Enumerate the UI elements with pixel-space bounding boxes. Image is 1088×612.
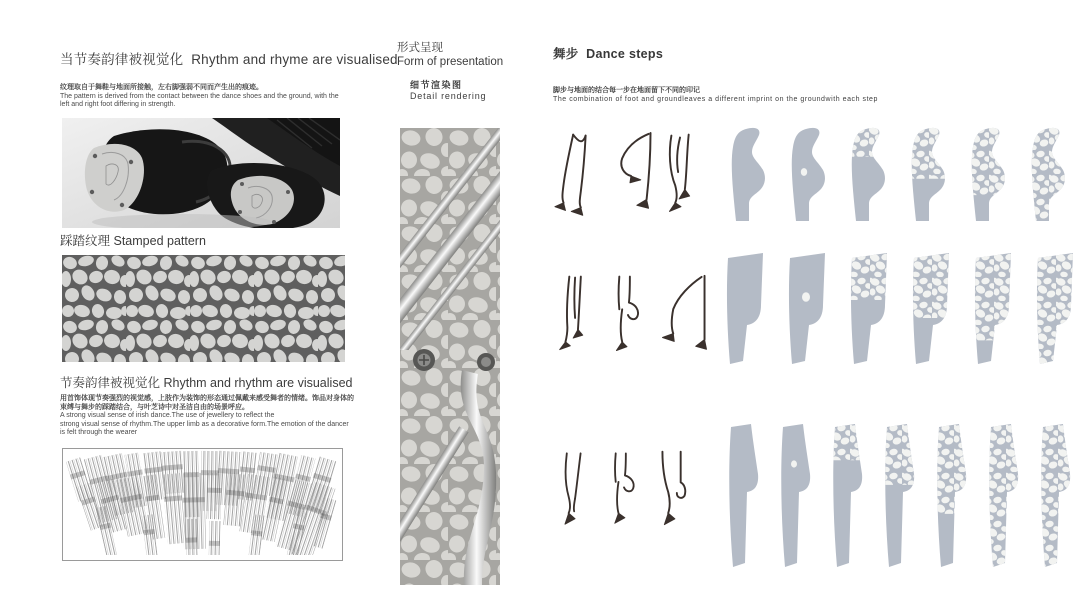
leg-sketch	[553, 448, 599, 536]
imprint-shape	[965, 126, 1020, 222]
dance-steps-title-en: Dance steps	[586, 47, 664, 61]
imprint-shapes-row-3	[722, 424, 1080, 569]
detail-caption-en: Detail rendering	[410, 91, 487, 101]
form-title-en: Form of presentation	[397, 55, 504, 68]
imprint-shape	[982, 424, 1028, 569]
imprint-shape	[722, 424, 768, 569]
form-title-zh: 形式呈现	[397, 42, 443, 54]
leg-sketch	[653, 272, 715, 360]
imprint-shape	[930, 424, 976, 569]
imprint-shape	[722, 253, 784, 365]
section2-title-en: Rhythm and rhythm are visualised	[163, 376, 353, 390]
detail-rendering-caption	[410, 80, 486, 102]
section1-title	[60, 48, 398, 68]
section1-title-zh: 当节奏韵律被视觉化	[60, 52, 184, 67]
section2-body-en3: is felt through the wearer	[60, 429, 138, 437]
detail-rendering-image	[400, 128, 500, 590]
leg-sketch	[657, 130, 705, 218]
section1-title-en: Rhythm and rhyme are visualised	[191, 52, 398, 67]
section2-title	[60, 373, 352, 391]
section1-body-en1: The pattern is derived from the contact between the dance shoes and the ground, with the	[60, 92, 339, 100]
section2-body-zh1: 用首饰体现节奏强烈的视觉感，上肢作为装饰的形态通过佩戴来感受舞者的情绪。饰品对身体的	[60, 395, 354, 402]
imprint-shapes-row-1	[725, 126, 1080, 222]
imprint-shape	[725, 126, 780, 222]
imprint-shape	[846, 253, 908, 365]
tap-shoes-photo	[62, 118, 340, 233]
stamped-pattern-image	[62, 255, 345, 367]
leg-sketch	[649, 448, 697, 536]
stamped-pattern-caption	[60, 231, 206, 249]
section2-body-en1: A strong visual sense of irish dance.The use of jewellery to reflect the	[60, 412, 275, 420]
leg-sketch	[553, 130, 601, 218]
section1-body	[60, 84, 360, 110]
imprint-shape	[905, 126, 960, 222]
stamped-caption-en: Stamped pattern	[113, 234, 206, 248]
section1-body-zh: 纹理取自于舞鞋与地面所接触，左右脚强弱不同而产生出的痕迹。	[60, 84, 263, 91]
imprint-shape	[970, 253, 1032, 365]
dance-steps-body-zh: 脚步与地面的结合每一步在地面留下不同的印记	[553, 87, 700, 94]
imprint-shape	[1034, 424, 1080, 569]
section2-body-zh2: 束缚与舞步的踩踏结合，与叶芝诗中对圣洁自由的场景呼应。	[60, 403, 249, 411]
section2-body	[60, 395, 365, 438]
leg-sketch	[603, 130, 655, 218]
imprint-shape	[785, 126, 840, 222]
imprint-shape	[774, 424, 820, 569]
section2-title-zh: 节奏韵律被视觉化	[60, 376, 161, 390]
dance-legs-row-2	[553, 272, 715, 360]
leg-sketch	[601, 448, 647, 536]
leg-sketch	[603, 272, 651, 360]
section1-body-en2: left and right foot differing in strength.	[60, 101, 176, 109]
imprint-shape	[826, 424, 872, 569]
fringe-sketch	[62, 448, 343, 561]
imprint-shape	[845, 126, 900, 222]
dance-steps-title-zh: 舞步	[553, 47, 579, 61]
dance-legs-row-1	[553, 130, 705, 218]
imprint-shapes-row-2	[722, 253, 1088, 365]
dance-legs-row-3	[553, 448, 697, 536]
imprint-shape	[908, 253, 970, 365]
dance-steps-title	[553, 44, 663, 62]
imprint-shape	[784, 253, 846, 365]
stamped-caption-zh: 踩踏纹理	[60, 234, 111, 248]
imprint-shape	[1025, 126, 1080, 222]
imprint-shape	[878, 424, 924, 569]
dance-steps-body-en: The combination of foot and groundleaves a different imprint on the groundwith each step	[553, 96, 878, 103]
leg-sketch	[553, 272, 601, 360]
imprint-shape	[1032, 253, 1088, 365]
detail-caption-zh: 细节渲染图	[410, 80, 463, 90]
section2-body-en2: strong visual sense of rhythm.The upper limb as a decorative form.The emotion of the dancer	[60, 420, 349, 428]
form-presentation-title	[397, 42, 503, 69]
dance-steps-body	[553, 86, 1073, 104]
